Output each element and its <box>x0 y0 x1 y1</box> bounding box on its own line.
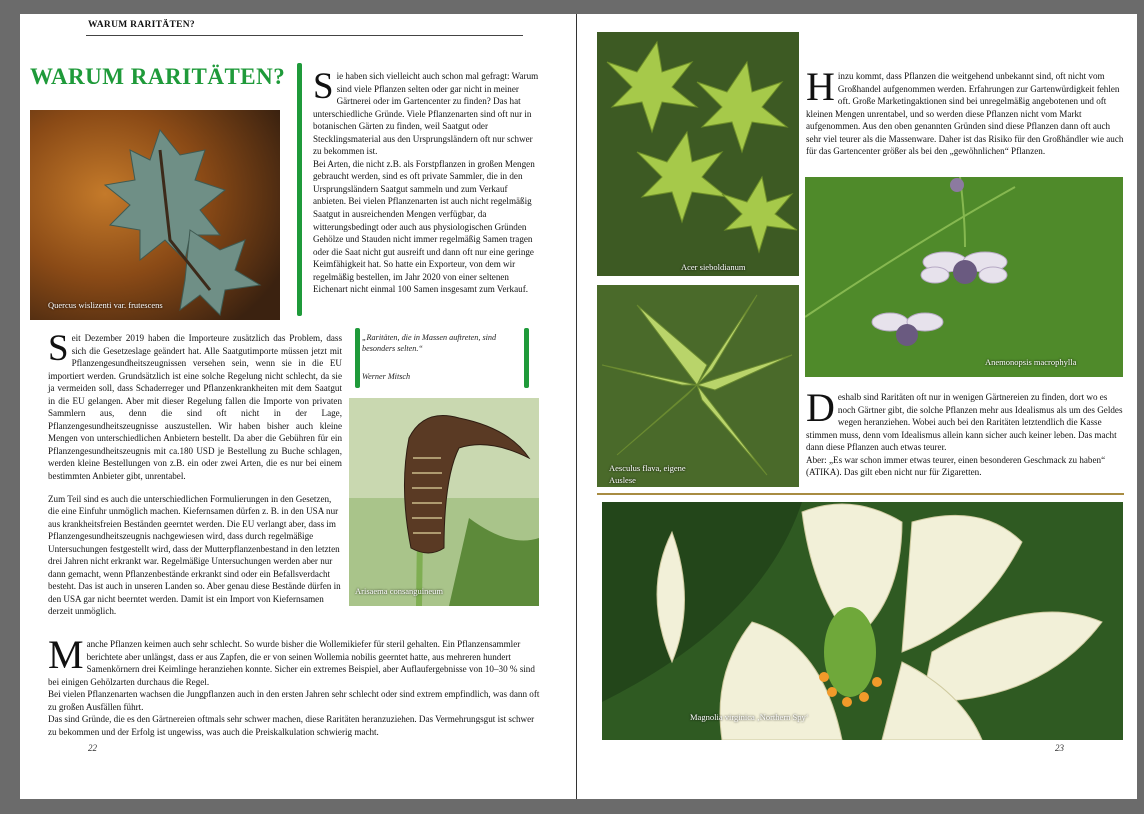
section3-text-block <box>48 632 542 738</box>
photo-magnolia <box>602 502 1123 740</box>
page-spine <box>576 14 577 799</box>
dropcap: D <box>806 385 835 430</box>
dropcap: S <box>48 328 69 369</box>
caption-anemonopsis: Anemonopsis macrophylla <box>985 357 1077 367</box>
caption-magnolia: Magnolia virginica ‚Northern Spy‘ <box>690 712 809 722</box>
dropcap: H <box>806 64 835 109</box>
paragraph: ie haben sich vielleicht auch schon mal gefragt: Warum sind viele Pflanzen selten oder gar nicht in meiner Gärtnerei oder im Gartencenter zu finden? Das hat unterschiedliche Gründe. Viele Pflanzenarten sind oft nur in botanischen Gärten zu finden, weil Saatgut oder Stecklingsmaterial aus den Ursprungsländern oft nur schwer zu bekommen ist. <box>313 71 539 157</box>
section2-text-block <box>48 328 342 618</box>
caption-aesculus-line1: Aesculus flava, eigene <box>609 463 686 473</box>
page-number-left: 22 <box>88 743 97 753</box>
paragraph: inzu kommt, dass Pflanzen die weitgehend unbekannt sind, oft nicht vom Großhandel aufgenommen werden. Erfahrungen zur Gartenwürdigkeit fehlen oft. Große Marketingaktionen sind bei unregelmäßig angebotenen und oft kleinen Mengen unrentabel, und so werden diese Pflanzen nicht vom Markt aufgenommen. Aus den oben genannten Gründen sind diese Pflanzen dann oft auch sehr viel teurer als die Massenware. Daher ist das Risiko für den Großhändler wie auch für das Gartencenter größer als bei den „gewöhnlichen“ Pflanzen. <box>806 71 1124 157</box>
intro-text-block <box>313 66 541 296</box>
header-rule <box>86 35 523 36</box>
quote-bar-right <box>524 328 529 388</box>
caption-arisaema: Arisaema consanguineum <box>355 586 444 596</box>
paragraph: Bei Arten, die nicht z.B. als Forstpflanzen in großen Mengen gebraucht werden, sind es oft private Sammler, die in den Ursprungsländern Saatgut sammeln und zum Verkauf anbieten. Bei vielen Pflanzenarten ist auch nicht regelmäßig Saatgut in ausreichenden Mengen verfügbar, da witterungsbedingt oder auch aus physiologischen Gründen Gehölze und Stauden nicht immer regelmäßig Samen tragen oder die Saat nicht gut ausreift und dann oft nur eine geringe Keimfähigkeit hat. So hatte ein Exporteur, von dem wir regelmäßig bestellen, im Jahr 2020 von einer seltenen Eichenart nicht einmal 100 Samen insgesamt zum Verkauf. <box>313 158 535 295</box>
caption-quercus: Quercus wislizenti var. frutescens <box>48 300 163 310</box>
paragraph: eshalb sind Raritäten oft nur in wenigen Gärtnereien zu finden, dort wo es noch Gärtner gibt, die solche Pflanzen mehr aus Idealismus als um des Geldes wegen heranziehen. Wobei auch bei den Raritäten letztendlich die Kasse stimmen muss, denn vom Idealismus allein kann sicher auch keiner leben. Das macht dann diese Pflanzen auch etwas teurer. <box>806 392 1123 453</box>
photo-arisaema <box>349 398 539 606</box>
dropcap: S <box>313 66 334 107</box>
photo-anemonopsis <box>805 177 1123 377</box>
pull-quote: „Raritäten, die in Massen auftreten, sind besonders selten.“ <box>362 333 497 353</box>
dropcap: M <box>48 632 84 677</box>
divider-rule <box>597 493 1124 495</box>
quote-author: Werner Mitsch <box>362 372 411 381</box>
paragraph: Das sind Gründe, die es den Gärtnereien oftmals sehr schwer machen, diese Raritäten heranzuziehen. Das Vermehrungsgut ist schwer zu bekommen und der Erfolg ist ungewiss, was auch die Preiskalkulation schwierig macht. <box>48 714 535 737</box>
caption-acer: Acer sieboldianum <box>681 262 746 272</box>
right-section2-text-block <box>806 385 1124 479</box>
caption-aesculus-line2: Auslese <box>609 475 636 485</box>
right-intro-text-block <box>806 64 1124 158</box>
photo-quercus <box>30 110 280 320</box>
running-header: WARUM RARITÄTEN? <box>88 20 195 30</box>
paragraph: Aber: „Es war schon immer etwas teurer, einen besonderen Geschmack zu haben“ (ATIKA). Das gilt eben nicht nur für Zigaretten. <box>806 454 1106 478</box>
accent-bar <box>297 63 302 316</box>
photo-acer <box>597 32 799 276</box>
paragraph: Zum Teil sind es auch die unterschiedlichen Formulierungen in den Gesetzen, die eine Einfuhr unmöglich machen. Kiefernsamen dürfen z. B. in den USA nur aus krankheitsfreien Beständen geerntet werden. Die EU verlangt aber, dass im Pflanzengesundheitszeugnis nachgewiesen wird, dass durch regelmäßige Untersuchungen festgestellt wird, dass der Mutterpflanzenbestand in den letzten drei Jahren nicht erkrankt war. Regelmäßige Untersuchungen werden aber nur dann gemacht, wenn Pflanzenbestände erkrankt sind oder ein Befallsverdacht besteht. Das ist auch in unseren Landen so. Aber genau diese Bestände dürfen in den USA gar nicht beerntet werden. Damit ist ein Import von Kiefernsamen derzeit unmöglich. <box>48 493 341 617</box>
page-number-right: 23 <box>1055 743 1064 753</box>
page-title: WARUM RARITÄTEN? <box>30 64 286 89</box>
quote-bar-left <box>355 328 360 388</box>
paragraph: eit Dezember 2019 haben die Importeure zusätzlich das Problem, dass sich die Gesetzeslage geändert hat. Alle Saatgutimporte müssen jetzt mit Pflanzengesundheitszeugnissen versehen sein, wenn sie in die EU importiert werden. Grundsätzlich ist eine solche Regelung nicht schlecht, da sie ja vermeiden soll, dass Schaderreger und Pflanzenkrankheiten mit dem Saatgut in die EU gelangen. Aber mit dieser Regelung fallen die Importe von privaten Sammlern aus, denn die sind oft nicht in der Lage, Pflanzengesundheitszeugnisse auszustellen. Wir haben bisher auch kleine Mengen von unterschiedlichen Anbietern bestellt. Da aber die Gebühren für ein Pflanzengesundheitszeugnis mit ca.180 USD je Bestellung zu Buche schlagen, werden kleine Bestellungen von z.B. ein oder zwei Arten, die es nur bei einem bestimmten Anbieter gibt, unrentabel. <box>48 333 342 482</box>
paragraph: anche Pflanzen keimen auch sehr schlecht. So wurde bisher die Wollemikiefer für steril gehalten. Ein Pflanzensammler berichtete aber unlängst, dass er aus Zapfen, die er von seinen Wollemia nobilis geerntet hatte, aus mehreren hundert Samenkörnern drei Keimlinge heranziehen konnte. Sicher ein extremes Beispiel, aber Auflaufergebnisse von 10–30 % sind bei einigen Gehölzarten durchaus die Regel. <box>48 639 535 687</box>
paragraph: Bei vielen Pflanzenarten wachsen die Jungpflanzen auch in den ersten Jahren sehr schlecht oder sind extrem empfindlich, was dann oft zu großen Ausfällen führt. <box>48 689 540 712</box>
photo-aesculus <box>597 285 799 487</box>
